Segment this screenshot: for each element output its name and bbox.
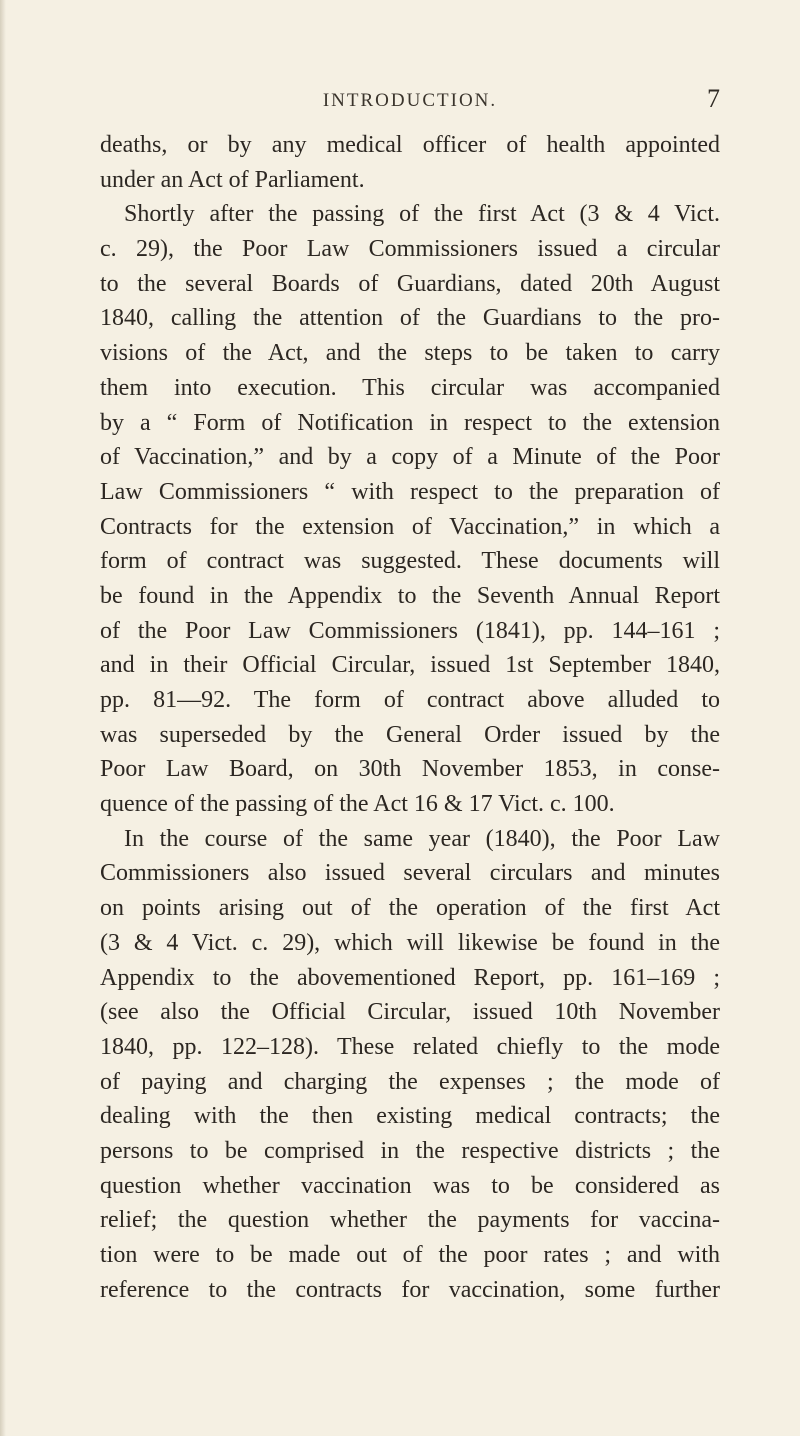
text-line: reference to the contracts for vaccination, some further (100, 1276, 720, 1303)
text-line: dealing with the then existing medical contracts; the (100, 1103, 720, 1130)
text-line: of Vaccination,” and by a copy of a Minute of the Poor (100, 444, 720, 471)
text-line: 1840, calling the attention of the Guardians to the pro- (100, 305, 720, 332)
text-line: deaths, or by any medical officer of health appointed (100, 132, 720, 158)
text-line: question whether vaccination was to be considered as (100, 1172, 720, 1199)
text-line: 1840, pp. 122–128). These related chiefly to the mode (100, 1033, 720, 1060)
text-line: them into execution. This circular was accompanied (100, 374, 720, 401)
text-line: Commissioners also issued several circulars and minutes (100, 860, 720, 887)
text-line: Shortly after the passing of the first Act (3 & 4 Vict. (124, 201, 720, 228)
text-line: In the course of the same year (1840), the Poor Law (124, 825, 720, 852)
body-text (100, 128, 720, 1307)
text-line: and in their Official Circular, issued 1st September 1840, (100, 652, 720, 679)
text-line: Contracts for the extension of Vaccination,” in which a (100, 513, 720, 540)
text-line: relief; the question whether the payments for vaccina- (100, 1207, 720, 1234)
text-line: Poor Law Board, on 30th November 1853, in conse- (100, 756, 720, 783)
text-line: quence of the passing of the Act 16 & 17 Vict. c. 100. (100, 791, 615, 818)
text-line: persons to be comprised in the respective districts ; the (100, 1137, 720, 1164)
text-line: of paying and charging the expenses ; the mode of (100, 1068, 720, 1095)
text-line: visions of the Act, and the steps to be taken to carry (100, 340, 720, 367)
text-line: Appendix to the abovementioned Report, pp. 161–169 ; (100, 964, 720, 991)
running-title: INTRODUCTION. (322, 90, 498, 111)
text-line: be found in the Appendix to the Seventh Annual Report (100, 582, 720, 609)
text-line: by a “ Form of Notification in respect to the extension (100, 409, 720, 436)
text-line: (3 & 4 Vict. c. 29), which will likewise be found in the (100, 929, 720, 956)
text-line: to the several Boards of Guardians, dated 20th August (100, 270, 720, 297)
text-line: (see also the Official Circular, issued 10th November (100, 999, 720, 1026)
text-line: on points arising out of the operation of the first Act (100, 895, 720, 922)
page-gutter-shadow (0, 0, 6, 1436)
text-line: Law Commissioners “ with respect to the preparation of (100, 478, 720, 505)
page-number: 7 (707, 84, 720, 113)
text-line: pp. 81—92. The form of contract above alluded to (100, 687, 720, 713)
text-line: of the Poor Law Commissioners (1841), pp. 144–161 ; (100, 617, 720, 644)
text-line: tion were to be made out of the poor rates ; and with (100, 1242, 720, 1268)
text-line: c. 29), the Poor Law Commissioners issued a circular (100, 236, 720, 263)
text-line: under an Act of Parliament. (100, 166, 365, 193)
text-line: form of contract was suggested. These documents will (100, 548, 720, 575)
text-line: was superseded by the General Order issued by the (100, 721, 720, 748)
running-head (100, 84, 720, 118)
